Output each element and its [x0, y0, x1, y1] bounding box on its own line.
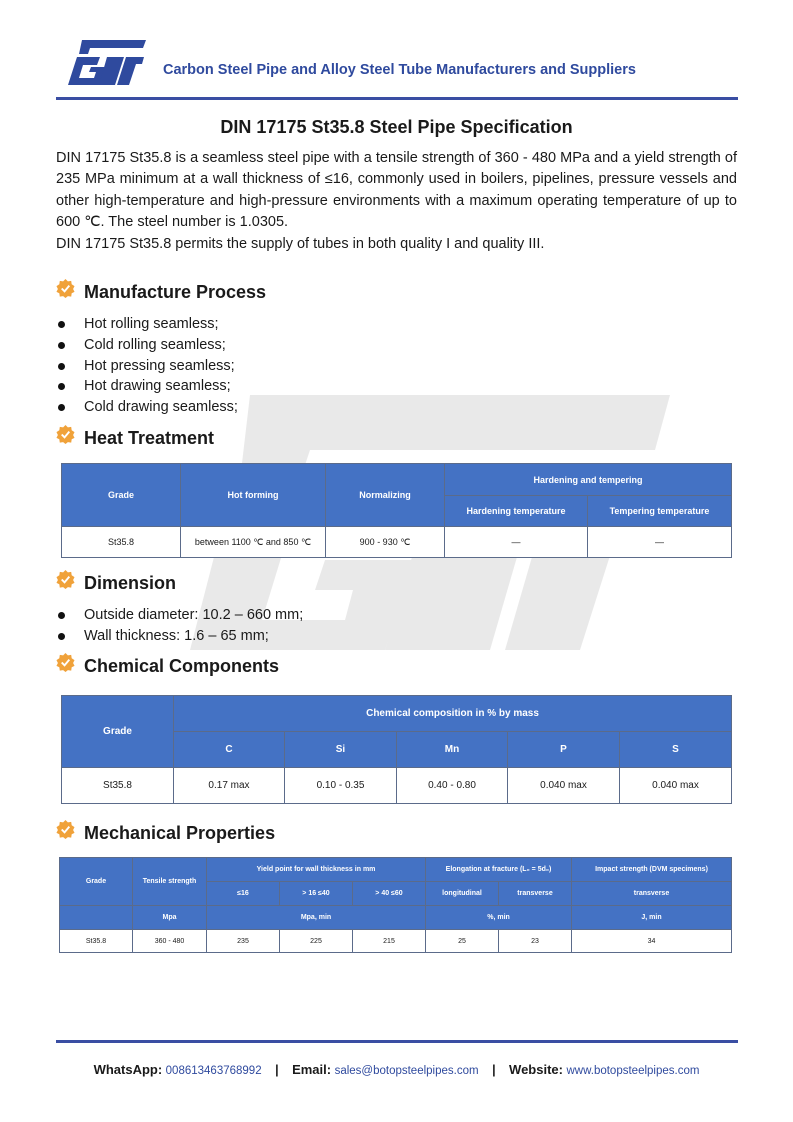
website-link[interactable]: www.botopsteelpipes.com	[566, 1065, 700, 1077]
section-title: Chemical Components	[84, 656, 280, 676]
header-hardening-temp: Hardening temperature	[445, 496, 588, 527]
section-title: Mechanical Properties	[84, 823, 276, 843]
header-composition: Chemical composition in % by mass	[174, 696, 732, 732]
intro-paragraph-2: DIN 17175 St35.8 permits the supply of tubes in both quality I and quality III.	[56, 235, 545, 252]
email-link[interactable]: sales@botopsteelpipes.com	[334, 1065, 479, 1077]
table-row	[60, 930, 732, 953]
cell-hardening: —	[445, 527, 588, 558]
header-element-c: C	[174, 732, 285, 768]
header-grade: Grade	[62, 696, 174, 768]
header-transverse: transverse	[499, 882, 572, 906]
page-title: DIN 17175 St35.8 Steel Pipe Specification	[220, 117, 573, 137]
website-label: Website:	[509, 1062, 563, 1077]
list-item: Hot rolling seamless;	[56, 314, 238, 335]
unit-mpa: Mpa	[133, 906, 207, 930]
list-item: Hot drawing seamless;	[56, 376, 238, 397]
header-elongation: Elongation at fracture (L₀ = 5d₀)	[426, 858, 572, 882]
unit-j-min: J, min	[572, 906, 732, 930]
heat-treatment-table	[61, 463, 732, 558]
cell-tempering: —	[588, 527, 732, 558]
section-heading-chemical	[56, 656, 279, 677]
cell-grade: St35.8	[62, 768, 174, 804]
badge-check-icon	[56, 279, 75, 298]
header-element-p: P	[508, 732, 620, 768]
intro-text	[56, 148, 737, 255]
mechanical-table	[59, 857, 732, 953]
header-divider	[56, 97, 738, 100]
cell-y2: 225	[280, 930, 353, 953]
header-impact-transverse: transverse	[572, 882, 732, 906]
badge-check-icon	[56, 820, 75, 839]
header-tempering-temp: Tempering temperature	[588, 496, 732, 527]
footer-divider	[56, 1040, 738, 1043]
cell-grade: St35.8	[60, 930, 133, 953]
header-hardening-tempering: Hardening and tempering	[445, 464, 732, 496]
cell-hot-forming: between 1100 ℃ and 850 ℃	[181, 527, 326, 558]
section-title: Heat Treatment	[84, 428, 215, 448]
section-title: Dimension	[84, 573, 177, 593]
company-logo	[66, 40, 146, 92]
header-element-mn: Mn	[397, 732, 508, 768]
header-yield: Yield point for wall thickness in mm	[207, 858, 426, 882]
whatsapp-number[interactable]: 008613463768992	[165, 1065, 262, 1077]
cell-y3: 215	[353, 930, 426, 953]
badge-check-icon	[56, 570, 75, 589]
whatsapp-label: WhatsApp:	[93, 1062, 163, 1077]
header-blank	[60, 906, 133, 930]
table-row	[62, 768, 732, 804]
dimension-list	[56, 605, 303, 647]
section-heading-heat	[56, 428, 214, 449]
cell-s: 0.040 max	[620, 768, 732, 804]
cell-longitudinal: 25	[426, 930, 499, 953]
cell-impact: 34	[572, 930, 732, 953]
list-item: Wall thickness: 1.6 – 65 mm;	[56, 626, 303, 647]
manufacture-list	[56, 314, 238, 418]
header-longitudinal: longitudinal	[426, 882, 499, 906]
header-y3: > 40 ≤60	[353, 882, 426, 906]
section-heading-manufacture	[56, 282, 266, 303]
table-row	[62, 527, 732, 558]
header-hot-forming: Hot forming	[181, 464, 326, 527]
section-heading-dimension	[56, 573, 176, 594]
header-element-si: Si	[285, 732, 397, 768]
footer-separator: |	[492, 1063, 496, 1077]
cell-si: 0.10 - 0.35	[285, 768, 397, 804]
badge-check-icon	[56, 653, 75, 672]
cell-mn: 0.40 - 0.80	[397, 768, 508, 804]
cell-transverse: 23	[499, 930, 572, 953]
header-grade: Grade	[60, 858, 133, 906]
cell-grade: St35.8	[62, 527, 181, 558]
header-element-s: S	[620, 732, 732, 768]
header-normalizing: Normalizing	[326, 464, 445, 527]
chemical-table	[61, 695, 732, 804]
email-label: Email:	[292, 1062, 332, 1077]
list-item: Outside diameter: 10.2 – 660 mm;	[56, 605, 303, 626]
cell-tensile: 360 - 480	[133, 930, 207, 953]
cell-normalizing: 900 - 930 ℃	[326, 527, 445, 558]
header-tensile: Tensile strength	[133, 858, 207, 906]
list-item: Cold drawing seamless;	[56, 397, 238, 418]
cell-p: 0.040 max	[508, 768, 620, 804]
cell-y1: 235	[207, 930, 280, 953]
section-heading-mechanical	[56, 823, 275, 844]
list-item: Cold rolling seamless;	[56, 335, 238, 356]
header-impact: Impact strength (DVM specimens)	[572, 858, 732, 882]
unit-mpa-min: Mpa, min	[207, 906, 426, 930]
footer-contact	[0, 1062, 793, 1077]
header-title: Carbon Steel Pipe and Alloy Steel Tube Manufacturers and Suppliers	[163, 62, 636, 78]
section-title: Manufacture Process	[84, 282, 267, 302]
header-grade: Grade	[62, 464, 181, 527]
cell-c: 0.17 max	[174, 768, 285, 804]
list-item: Hot pressing seamless;	[56, 356, 238, 377]
header-y1: ≤16	[207, 882, 280, 906]
intro-paragraph-1: DIN 17175 St35.8 is a seamless steel pipe with a tensile strength of 360 - 480 MPa and a yield strength of 235 MPa minimum at a wall thickness of ≤16, commonly used in boilers, pipelines, pressure vessels and other high-temperature and high-pressure environments with a maximum operating temperature of up to 600 ℃. The steel number is 1.0305.	[56, 150, 737, 231]
footer-separator: |	[275, 1063, 279, 1077]
header-y2: > 16 ≤40	[280, 882, 353, 906]
unit-pct-min: %, min	[426, 906, 572, 930]
badge-check-icon	[56, 425, 75, 444]
